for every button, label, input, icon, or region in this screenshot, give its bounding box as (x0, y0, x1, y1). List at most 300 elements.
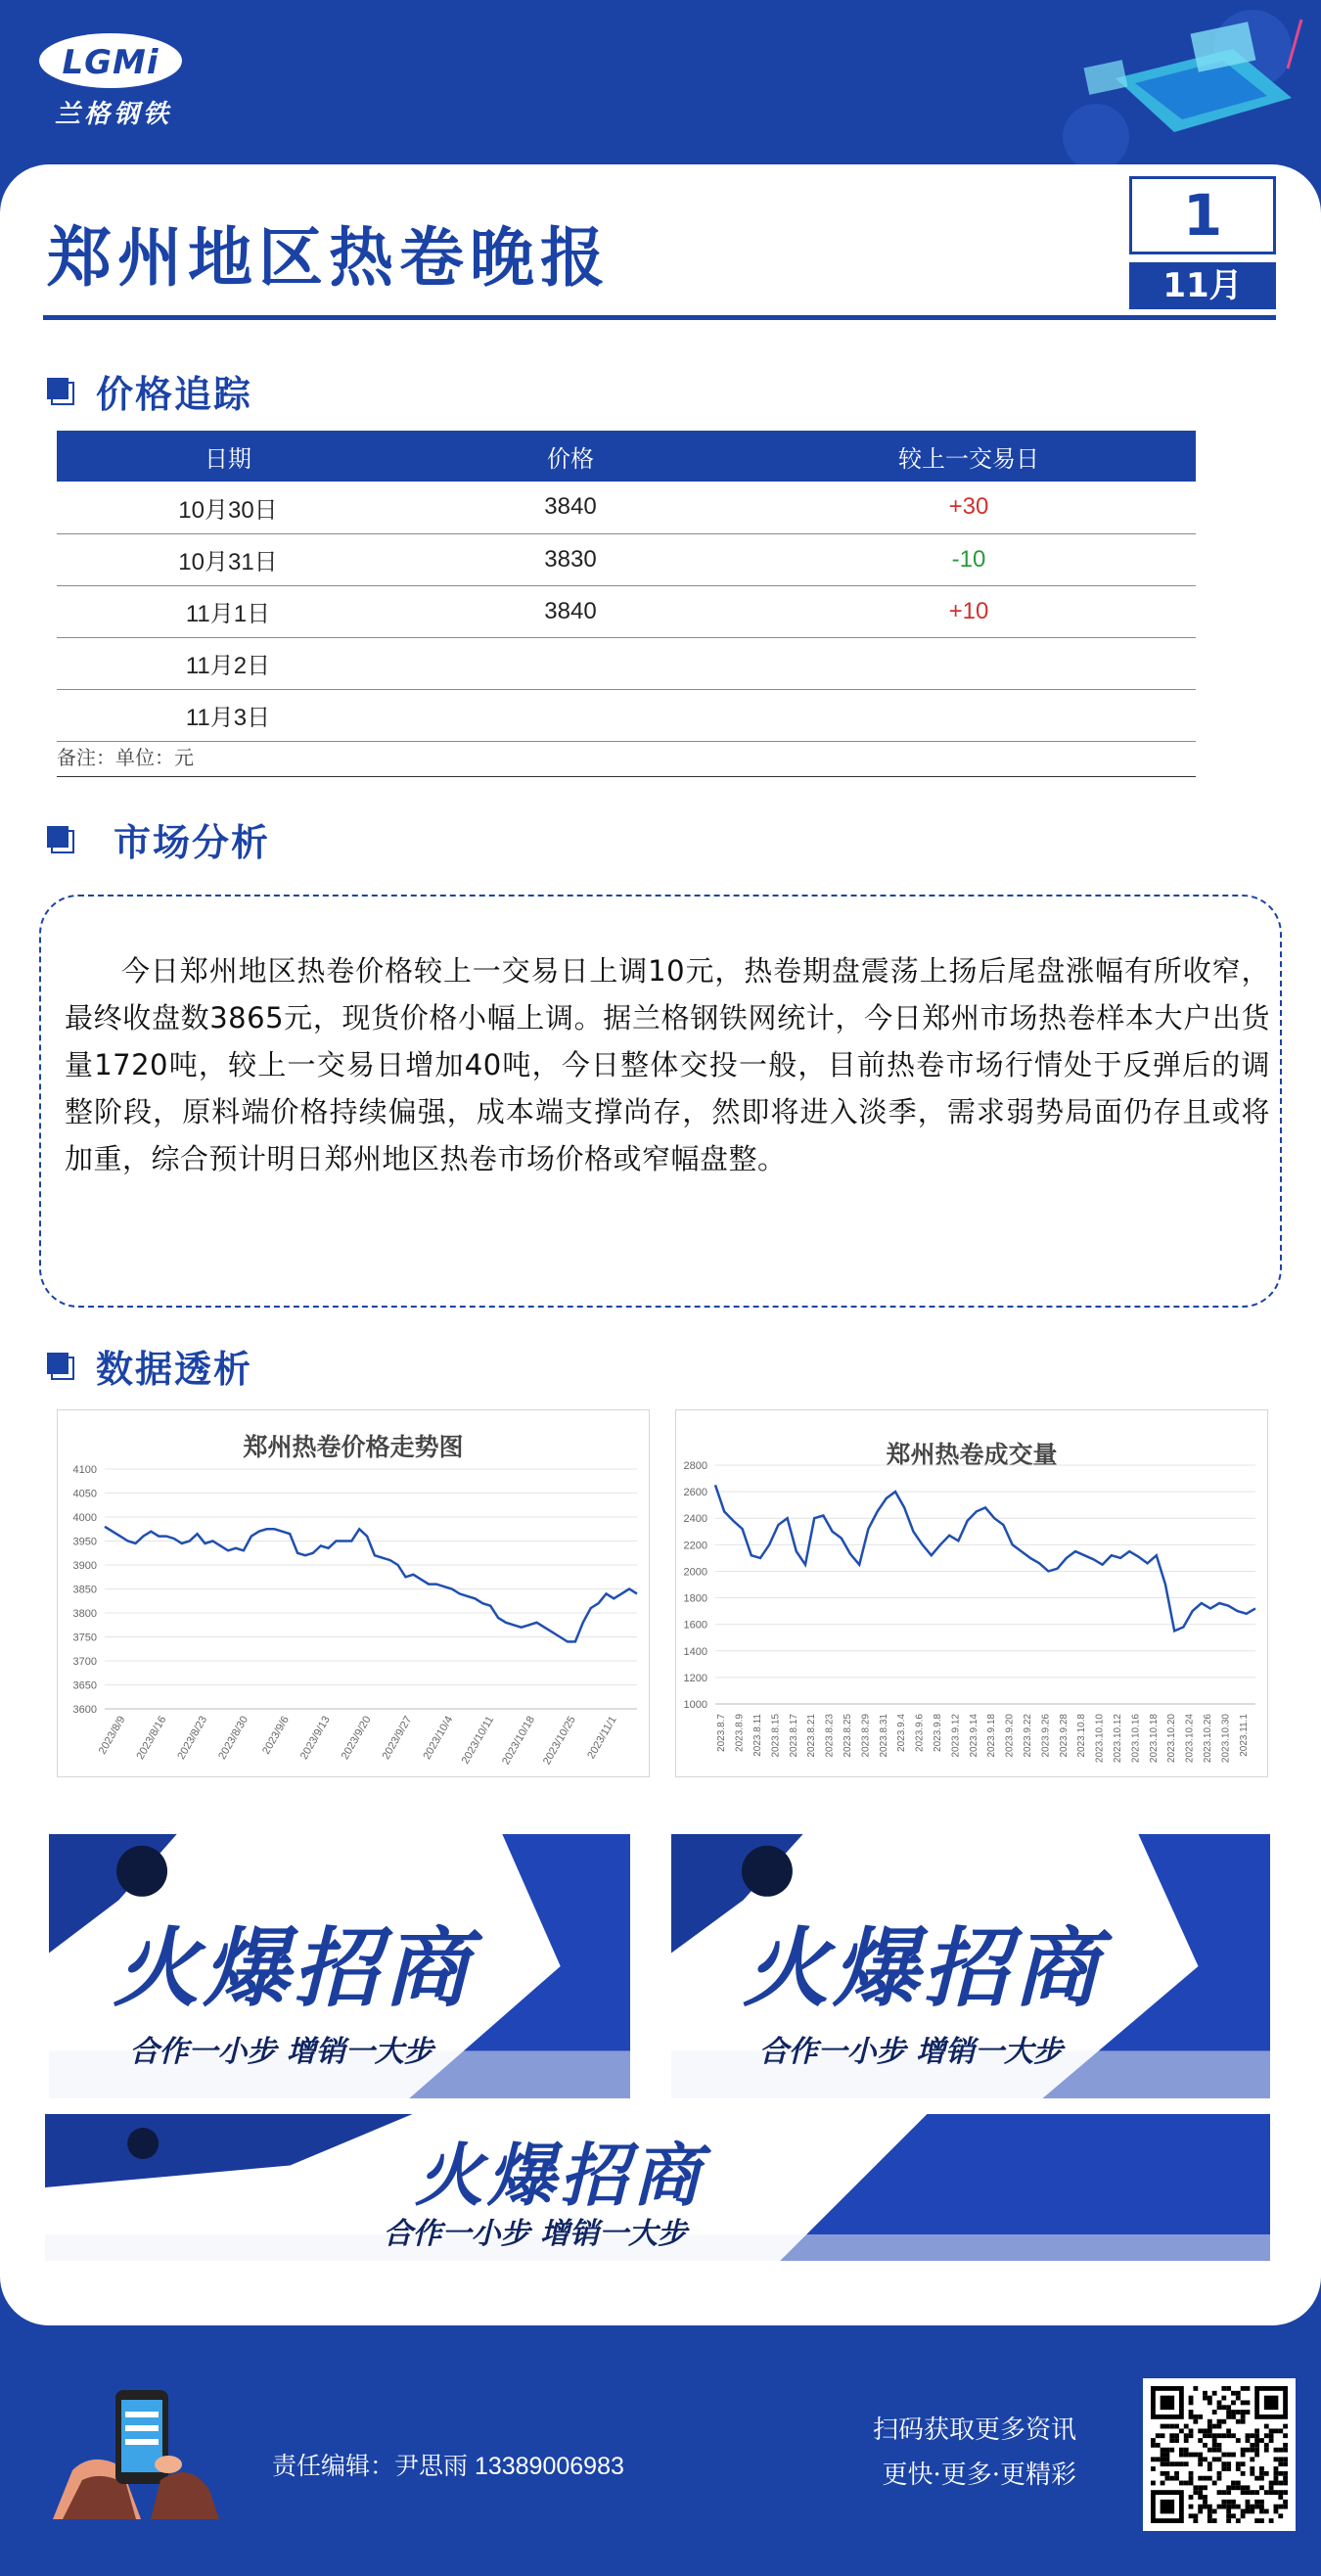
qr-module (1278, 2481, 1283, 2486)
qr-module (1231, 2485, 1236, 2490)
qr-module (1259, 2509, 1264, 2514)
qr-module (1184, 2424, 1189, 2429)
qr-module (1212, 2424, 1217, 2429)
qr-module (1217, 2424, 1222, 2429)
x-tick-label: 2023.8.11 (752, 1714, 763, 1757)
qr-module (1278, 2457, 1283, 2461)
qr-module (1151, 2438, 1156, 2443)
qr-module (1264, 2443, 1269, 2448)
qr-module (1189, 2453, 1194, 2458)
qr-module (1264, 2509, 1269, 2514)
cell-change: +10 (742, 585, 1196, 637)
qr-module (1269, 2485, 1274, 2490)
qr-module (1226, 2405, 1231, 2410)
qr-module (1184, 2438, 1189, 2443)
qr-module (1278, 2513, 1283, 2518)
x-tick-label: 2023.8.7 (716, 1714, 728, 1752)
col-header-change: 较上一交易日 (742, 431, 1196, 482)
series-line (105, 1527, 637, 1642)
y-tick-label: 2600 (683, 1487, 707, 1499)
x-tick-label: 2023.9.26 (1040, 1714, 1052, 1758)
qr-module (1283, 2461, 1288, 2466)
qr-module (1189, 2410, 1194, 2415)
table-row (57, 689, 1196, 741)
x-tick-label: 2023.9.4 (896, 1714, 908, 1752)
promo-banner-2[interactable] (671, 1834, 1270, 2098)
x-tick-label: 2023.8.21 (806, 1714, 818, 1758)
qr-module (1164, 2448, 1169, 2453)
qr-module (1174, 2461, 1179, 2466)
y-tick-label: 1000 (683, 1699, 707, 1711)
qr-module (1217, 2457, 1222, 2461)
qr-module (1226, 2461, 1231, 2466)
qr-module (1221, 2490, 1226, 2495)
qr-module (1278, 2461, 1283, 2466)
y-tick-label: 2400 (683, 1513, 707, 1526)
cell-price (399, 637, 742, 689)
qr-module (1189, 2495, 1194, 2500)
qr-module (1189, 2513, 1194, 2518)
banner-subtitle: 合作一小步 增销一大步 (758, 2035, 1064, 2070)
qr-module (1193, 2453, 1198, 2458)
qr-module (1241, 2485, 1246, 2490)
qr-module (1259, 2500, 1264, 2505)
qr-module (1236, 2466, 1241, 2471)
qr-module (1283, 2490, 1288, 2495)
banner-headline: 火爆招商 (743, 1917, 1104, 2019)
qr-module (1264, 2471, 1269, 2476)
qr-module (1189, 2476, 1194, 2481)
qr-module (1241, 2386, 1246, 2391)
x-tick-label: 2023.8.31 (878, 1714, 889, 1758)
x-tick-label: 2023.8.29 (860, 1714, 872, 1758)
qr-module (1231, 2400, 1236, 2405)
qr-module (1203, 2505, 1207, 2509)
qr-module (1169, 2433, 1174, 2438)
promo-banner-wide[interactable] (45, 2114, 1270, 2261)
x-tick-label: 2023.9.18 (986, 1714, 998, 1758)
qr-module (1189, 2396, 1194, 2401)
qr-module (1283, 2500, 1288, 2505)
x-tick-label: 2023.8.17 (788, 1714, 799, 1758)
qr-module (1203, 2433, 1207, 2438)
qr-module (1259, 2438, 1264, 2443)
qr-module (1184, 2453, 1189, 2458)
qr-module (1269, 2428, 1274, 2433)
qr-module (1164, 2453, 1169, 2458)
qr-module (1231, 2415, 1236, 2419)
qr-module (1264, 2433, 1269, 2438)
qr-module (1151, 2466, 1156, 2471)
qr-module (1241, 2461, 1246, 2466)
qr-module (1246, 2438, 1251, 2443)
qr-module (1161, 2453, 1165, 2458)
x-tick-label: 2023.9.12 (950, 1714, 962, 1758)
qr-module (1207, 2433, 1212, 2438)
chart-title: 郑州热卷成交量 (886, 1441, 1058, 1469)
qr-module (1246, 2485, 1251, 2490)
qr-module (1169, 2476, 1174, 2481)
x-tick-label: 2023.10.26 (1203, 1714, 1213, 1764)
qr-module (1207, 2518, 1212, 2523)
qr-module (1217, 2405, 1222, 2410)
section-title: 市场分析 (114, 821, 271, 864)
x-tick-label: 2023/9/27 (380, 1714, 415, 1762)
section-price-heading (47, 364, 252, 418)
tech-illustration-icon (1057, 10, 1311, 166)
x-tick-label: 2023.8.23 (824, 1714, 836, 1758)
section-analysis-heading (47, 812, 270, 866)
x-tick-label: 2023.8.9 (734, 1714, 746, 1752)
qr-module (1179, 2448, 1184, 2453)
qr-module (1283, 2457, 1288, 2461)
qr-module (1250, 2448, 1254, 2453)
qr-module (1236, 2505, 1241, 2509)
section-square-icon (47, 826, 74, 853)
qr-module (1246, 2410, 1251, 2415)
cell-change (742, 637, 1196, 689)
qr-module (1241, 2513, 1246, 2518)
qr-module (1217, 2433, 1222, 2438)
qr-module (1241, 2509, 1246, 2514)
qr-module (1212, 2518, 1217, 2523)
x-tick-label: 2023/10/4 (421, 1714, 456, 1762)
x-tick-label: 2023.9.20 (1004, 1714, 1016, 1758)
table-row (57, 482, 1196, 533)
qr-module (1151, 2457, 1156, 2461)
qr-module (1156, 2433, 1161, 2438)
banner-graphic (45, 2114, 1270, 2261)
qr-module (1151, 2443, 1156, 2448)
qr-module (1221, 2500, 1226, 2505)
x-tick-label: 2023.9.14 (968, 1714, 979, 1758)
qr-module (1193, 2518, 1198, 2523)
qr-module (1236, 2485, 1241, 2490)
qr-module (1226, 2505, 1231, 2509)
promo-banner-1[interactable] (49, 1834, 630, 2098)
scan-line-1: 扫码获取更多资讯 (872, 2415, 1076, 2445)
price-chart-svg (58, 1410, 651, 1778)
qr-module (1217, 2443, 1222, 2448)
x-tick-label: 2023.9.22 (1023, 1714, 1033, 1758)
qr-module (1269, 2518, 1274, 2523)
table-note: 备注：单位：元 (57, 746, 1196, 777)
qr-module (1236, 2438, 1241, 2443)
qr-module (1198, 2453, 1203, 2458)
section-square-icon (47, 378, 74, 405)
y-tick-label: 1600 (683, 1619, 707, 1632)
qr-module (1278, 2428, 1283, 2433)
qr-module (1259, 2476, 1264, 2481)
qr-module (1254, 2448, 1259, 2453)
qr-module (1226, 2466, 1231, 2471)
qr-module (1212, 2410, 1217, 2415)
qr-module (1254, 2505, 1259, 2509)
y-tick-label: 1200 (683, 1672, 707, 1684)
section-square-icon (47, 1353, 74, 1380)
qr-module (1264, 2448, 1269, 2453)
qr-module (1231, 2453, 1236, 2458)
qr-module (1254, 2428, 1259, 2433)
qr-module (1278, 2490, 1283, 2495)
qr-module (1278, 2471, 1283, 2476)
qr-module (1156, 2457, 1161, 2461)
qr-module (1250, 2443, 1254, 2448)
qr-module (1174, 2424, 1179, 2429)
qr-module (1264, 2490, 1269, 2495)
qr-module (1236, 2396, 1241, 2401)
y-tick-label: 3900 (72, 1560, 97, 1572)
cell-date: 10月31日 (57, 533, 399, 585)
x-tick-label: 2023/9/20 (339, 1714, 374, 1762)
phone-in-hand-icon (53, 2382, 219, 2519)
editor-info: 责任编辑：尹思雨 13389006983 (272, 2453, 624, 2480)
cell-date: 11月2日 (57, 637, 399, 689)
cell-change (742, 689, 1196, 741)
qr-module (1274, 2448, 1279, 2453)
qr-module (1203, 2500, 1207, 2505)
qr-module (1269, 2490, 1274, 2495)
col-header-date: 日期 (57, 431, 399, 482)
qr-module (1274, 2481, 1279, 2486)
qr-module (1217, 2419, 1222, 2424)
splatter (45, 2114, 413, 2187)
x-tick-label: 2023/8/30 (216, 1714, 251, 1762)
cell-date: 11月3日 (57, 689, 399, 741)
qr-module (1161, 2471, 1165, 2476)
qr-module (1161, 2457, 1165, 2461)
x-tick-label: 2023.11.1 (1238, 1714, 1250, 1757)
qr-module (1198, 2476, 1203, 2481)
qr-module (1226, 2433, 1231, 2438)
qr-module (1241, 2419, 1246, 2424)
y-tick-label: 3650 (72, 1679, 97, 1692)
qr-module (1189, 2428, 1194, 2433)
qr-module (1274, 2428, 1279, 2433)
x-tick-label: 2023/8/9 (96, 1714, 128, 1757)
cell-price (399, 689, 742, 741)
qr-module (1212, 2391, 1217, 2396)
qr-module (1212, 2457, 1217, 2461)
qr-module (1226, 2453, 1231, 2458)
qr-module (1179, 2461, 1184, 2466)
qr-module (1269, 2481, 1274, 2486)
qr-module (1198, 2490, 1203, 2495)
qr-module (1250, 2466, 1254, 2471)
qr-module (1254, 2500, 1259, 2505)
qr-module (1274, 2457, 1279, 2461)
analysis-box (39, 895, 1282, 1308)
cell-price: 3840 (399, 482, 742, 533)
cell-change: +30 (742, 482, 1196, 533)
qr-module (1156, 2443, 1161, 2448)
ink-blot (742, 1846, 793, 1897)
qr-module (1246, 2400, 1251, 2405)
qr-module (1198, 2457, 1203, 2461)
cell-change: -10 (742, 533, 1196, 585)
x-tick-label: 2023/9/13 (297, 1714, 333, 1762)
qr-module (1269, 2438, 1274, 2443)
qr-module (1198, 2509, 1203, 2514)
qr-module (1217, 2490, 1222, 2495)
section-title: 数据透析 (96, 1348, 253, 1391)
qr-module (1246, 2433, 1251, 2438)
x-tick-label: 2023.10.18 (1148, 1714, 1160, 1764)
qr-module (1254, 2476, 1259, 2481)
chart-title: 郑州热卷价格走势图 (243, 1433, 464, 1461)
qr-module (1189, 2400, 1194, 2405)
qr-module (1184, 2481, 1189, 2486)
qr-module (1231, 2391, 1236, 2396)
x-tick-label: 2023.10.10 (1094, 1714, 1106, 1764)
qr-module (1221, 2419, 1226, 2424)
qr-module (1283, 2433, 1288, 2438)
analysis-text: 今日郑州地区热卷价格较上一交易日上调10元，热卷期盘震荡上扬后尾盘涨幅有所收窄，最终收盘数3865元，现货价格小幅上调。据兰格钢铁网统计，今日郑州市场热卷样本大户出货量1720吨，较上一交易日增加40吨，今日整体交投一般，目前热卷市场行情处于反弹后的调整阶段，原料端价格持续偏强，成本端支撑尚存，然即将进入淡季，需求弱势局面仍存且或将加重，综合预计明日郑州地区热卷市场价格或窄幅盘整。 (65, 954, 1270, 1175)
qr-module (1212, 2433, 1217, 2438)
qr-module (1169, 2448, 1174, 2453)
qr-module (1203, 2443, 1207, 2448)
qr-module (1250, 2457, 1254, 2461)
qr-module (1198, 2438, 1203, 2443)
qr-module (1207, 2476, 1212, 2481)
qr-module (1241, 2453, 1246, 2458)
qr-finder-core (1161, 2396, 1174, 2410)
qr-module (1283, 2424, 1288, 2429)
qr-module (1217, 2448, 1222, 2453)
qr-module (1259, 2485, 1264, 2490)
qr-module (1236, 2419, 1241, 2424)
qr-module (1207, 2448, 1212, 2453)
qr-module (1169, 2438, 1174, 2443)
qr-module (1174, 2476, 1179, 2481)
qr-module (1207, 2461, 1212, 2466)
qr-module (1283, 2505, 1288, 2509)
qr-module (1264, 2424, 1269, 2429)
qr-module (1179, 2428, 1184, 2433)
qr-module (1231, 2433, 1236, 2438)
qr-module (1231, 2500, 1236, 2505)
qr-module (1226, 2513, 1231, 2518)
y-tick-label: 3850 (72, 1584, 97, 1596)
price-table (57, 431, 1196, 742)
qr-module (1259, 2471, 1264, 2476)
x-tick-label: 2023/8/23 (175, 1714, 210, 1762)
qr-module (1254, 2518, 1259, 2523)
qr-module (1231, 2481, 1236, 2486)
scan-line-2: 更快·更多·更精彩 (882, 2461, 1076, 2490)
qr-module (1241, 2410, 1246, 2415)
qr-module (1278, 2495, 1283, 2500)
qr-module (1274, 2509, 1279, 2514)
date-day: 1 (1129, 176, 1276, 254)
qr-module (1184, 2448, 1189, 2453)
qr-module (1189, 2481, 1194, 2486)
qr-module (1193, 2513, 1198, 2518)
ink-blot (127, 2128, 159, 2159)
section-data-heading (47, 1339, 252, 1393)
qr-module (1259, 2518, 1264, 2523)
y-tick-label: 2800 (683, 1460, 707, 1472)
y-tick-label: 2200 (683, 1540, 707, 1552)
qr-module (1174, 2471, 1179, 2476)
y-tick-label: 1800 (683, 1592, 707, 1605)
banner-headline: 火爆招商 (414, 2136, 705, 2216)
qr-module (1161, 2448, 1165, 2453)
qr-module (1236, 2461, 1241, 2466)
qr-module (1198, 2485, 1203, 2490)
x-tick-label: 2023.8.25 (843, 1714, 853, 1758)
table-row (57, 585, 1196, 637)
qr-module (1254, 2433, 1259, 2438)
logo-mark: LGMi (39, 33, 182, 88)
qr-module (1221, 2461, 1226, 2466)
qr-module (1207, 2505, 1212, 2509)
x-tick-label: 2023.10.24 (1184, 1714, 1196, 1764)
qr-module (1207, 2400, 1212, 2405)
scan-hint (861, 2408, 1076, 2498)
x-tick-label: 2023/9/6 (260, 1714, 292, 1757)
volume-chart-svg (676, 1410, 1269, 1778)
table-row (57, 533, 1196, 585)
qr-module (1189, 2433, 1194, 2438)
qr-module (1193, 2419, 1198, 2424)
qr-code[interactable] (1143, 2378, 1296, 2531)
qr-module (1179, 2453, 1184, 2458)
qr-module (1161, 2433, 1165, 2438)
section-title: 价格追踪 (96, 373, 253, 416)
qr-module (1250, 2471, 1254, 2476)
qr-module (1164, 2461, 1169, 2466)
qr-module (1207, 2396, 1212, 2401)
qr-module (1241, 2448, 1246, 2453)
qr-module (1269, 2433, 1274, 2438)
qr-module (1217, 2505, 1222, 2509)
qr-module (1203, 2485, 1207, 2490)
qr-module (1193, 2485, 1198, 2490)
cell-date: 10月30日 (57, 482, 399, 533)
price-trend-chart (57, 1409, 650, 1777)
qr-module (1226, 2490, 1231, 2495)
y-tick-label: 1400 (683, 1645, 707, 1658)
qr-module (1241, 2471, 1246, 2476)
qr-module (1231, 2505, 1236, 2509)
y-tick-label: 4100 (72, 1464, 97, 1476)
x-tick-label: 2023.10.12 (1113, 1714, 1123, 1764)
qr-module (1226, 2485, 1231, 2490)
qr-module (1236, 2481, 1241, 2486)
y-tick-label: 4050 (72, 1488, 97, 1500)
qr-module (1226, 2500, 1231, 2505)
qr-module (1198, 2495, 1203, 2500)
y-tick-label: 3750 (72, 1632, 97, 1644)
x-tick-label: 2023/10/25 (540, 1714, 578, 1768)
qr-module (1221, 2433, 1226, 2438)
banner-subtitle: 合作一小步 增销一大步 (129, 2035, 433, 2070)
x-tick-label: 2023.10.16 (1130, 1714, 1142, 1764)
qr-module (1217, 2400, 1222, 2405)
qr-module (1164, 2476, 1169, 2481)
qr-module (1221, 2466, 1226, 2471)
x-tick-label: 2023.8.15 (770, 1714, 782, 1758)
qr-module (1283, 2476, 1288, 2481)
y-tick-label: 2000 (683, 1566, 707, 1579)
qr-module (1221, 2453, 1226, 2458)
lgmi-logo[interactable] (39, 33, 186, 130)
qr-module (1212, 2438, 1217, 2443)
x-tick-label: 2023.10.30 (1220, 1714, 1232, 1764)
qr-module (1250, 2490, 1254, 2495)
qr-module (1212, 2509, 1217, 2514)
